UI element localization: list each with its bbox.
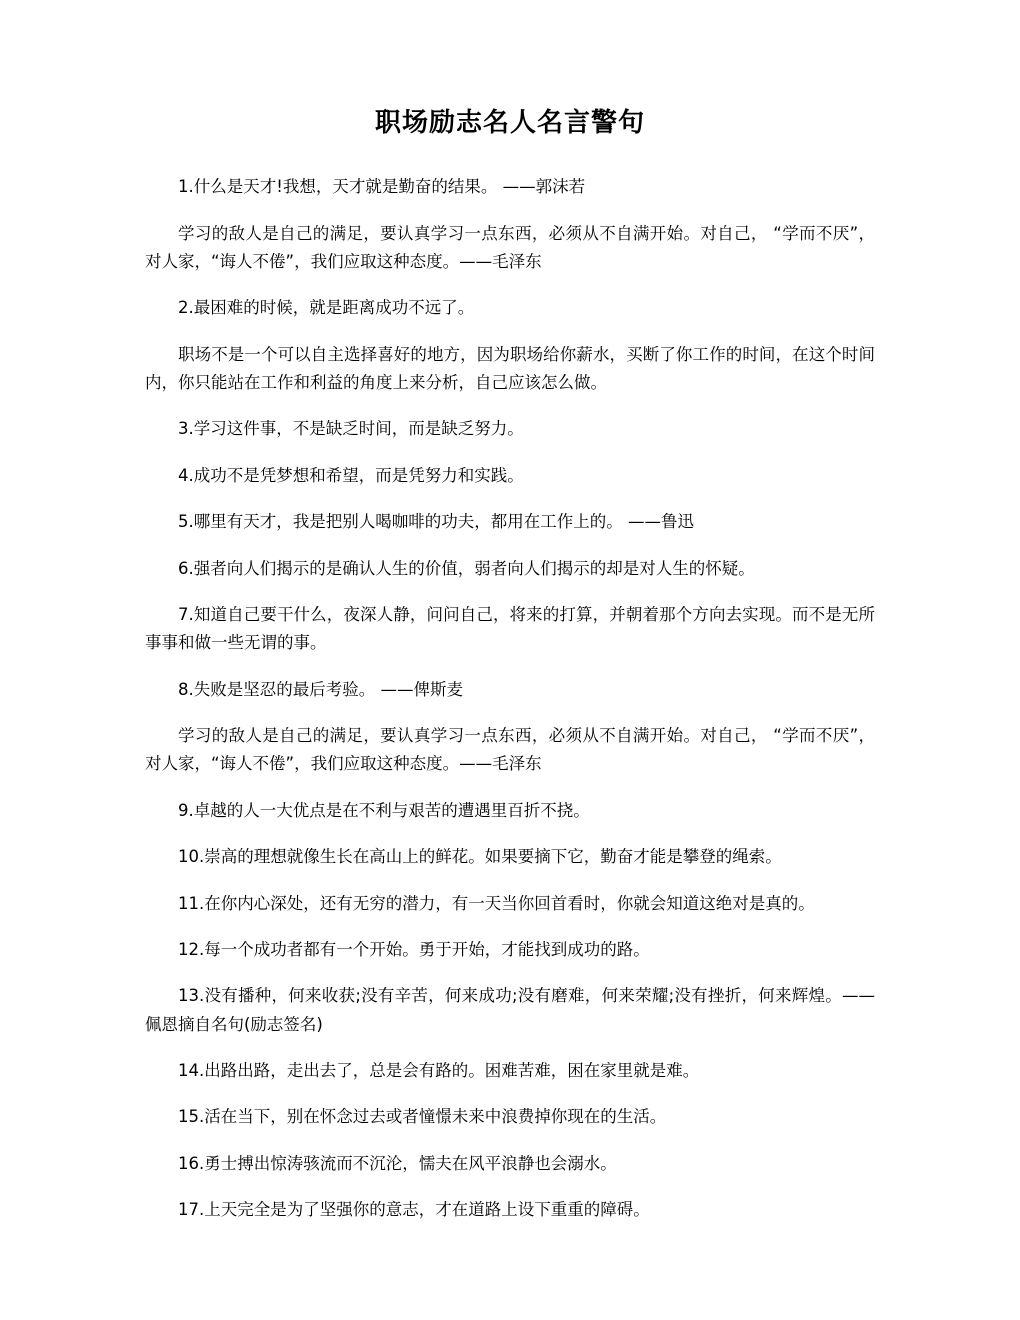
document-paragraph: 13.没有播种，何来收获;没有辛苦，何来成功;没有磨难，何来荣耀;没有挫折，何来辉煌。——佩恩摘自名句(励志签名) — [145, 986, 875, 1034]
document-paragraph: 16.勇士搏出惊涛骇流而不沉沦，懦夫在风平浪静也会溺水。 — [178, 1153, 617, 1173]
document-body — [145, 139, 875, 1224]
document-paragraph: 1.什么是天才!我想，天才就是勤奋的结果。 ——郭沫若 — [178, 177, 586, 197]
document-paragraph: 5.哪里有天才，我是把别人喝咖啡的功夫，都用在工作上的。 ——鲁迅 — [178, 512, 694, 532]
document-paragraph: 11.在你内心深处，还有无穷的潜力，有一天当你回首看时，你就会知道这绝对是真的。 — [178, 893, 815, 913]
document-paragraph: 3.学习这件事，不是缺乏时间，而是缺乏努力。 — [178, 419, 524, 439]
document-paragraph: 17.上天完全是为了坚强你的意志，才在道路上设下重重的障碍。 — [178, 1200, 650, 1220]
document-paragraph: 学习的敌人是自己的满足，要认真学习一点东西，必须从不自满开始。对自己， “学而不厌”，对人家，“诲人不倦”，我们应取这种态度。——毛泽东 — [145, 726, 875, 774]
document-paragraph: 8.失败是坚忍的最后考验。 ——俾斯麦 — [178, 679, 463, 699]
document-paragraph: 7.知道自己要干什么，夜深人静，问问自己，将来的打算，并朝着那个方向去实现。而不是无所事事和做一些无谓的事。 — [145, 604, 875, 653]
page-title: 职场励志名人名言警句 — [374, 108, 645, 138]
document-paragraph: 6.强者向人们揭示的是确认人生的价值，弱者向人们揭示的却是对人生的怀疑。 — [178, 558, 755, 578]
document-paragraph: 10.崇高的理想就像生长在高山上的鲜花。如果要摘下它，勤奋才能是攀登的绳索。 — [178, 847, 782, 867]
document-paragraph: 14.出路出路，走出去了，总是会有路的。困难苦难，困在家里就是难。 — [178, 1061, 700, 1081]
document-paragraph: 学习的敌人是自己的满足，要认真学习一点东西，必须从不自满开始。对自己， “学而不厌”，对人家，“诲人不倦”，我们应取这种态度。——毛泽东 — [145, 223, 875, 271]
document-paragraph: 4.成功不是凭梦想和希望，而是凭努力和实践。 — [178, 465, 524, 485]
document-paragraph: 12.每一个成功者都有一个开始。勇于开始，才能找到成功的路。 — [178, 939, 650, 959]
document-paragraph: 15.活在当下，别在怀念过去或者憧憬未来中浪费掉你现在的生活。 — [178, 1107, 667, 1127]
document-paragraph: 2.最困难的时候，就是距离成功不远了。 — [178, 298, 475, 318]
document-paragraph: 职场不是一个可以自主选择喜好的地方，因为职场给你薪水，买断了你工作的时间，在这个时间内，你只能站在工作和利益的角度上来分析，自己应该怎么做。 — [145, 344, 875, 393]
document-paragraph: 9.卓越的人一大优点是在不利与艰苦的遭遇里百折不挠。 — [178, 800, 590, 820]
